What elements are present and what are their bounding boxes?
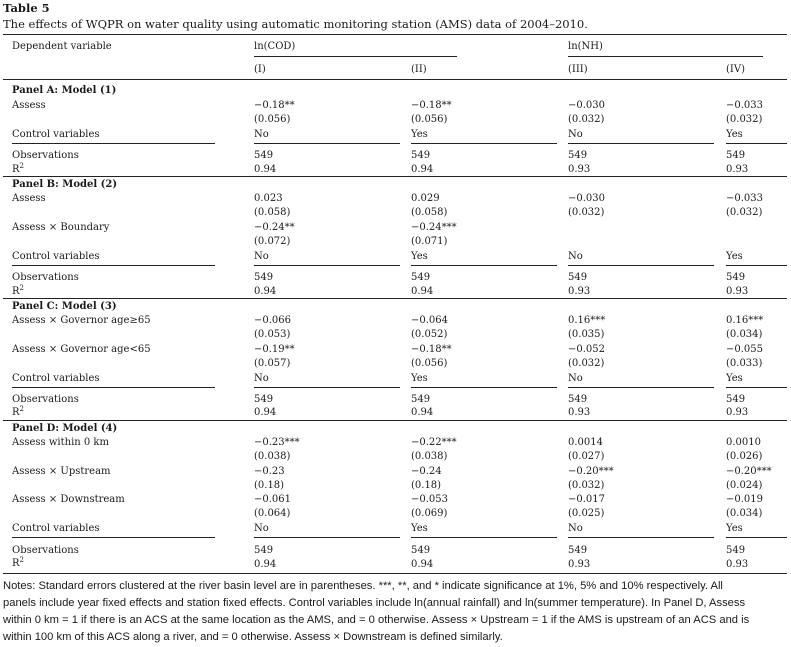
panel-d-within-coef: 0.0014 [568, 437, 603, 448]
panel-d-downstream-se: (0.025) [568, 508, 605, 519]
panel-c-gov-lt65-se: (0.057) [254, 358, 291, 369]
panel-a-obs-value: 549 [254, 150, 274, 161]
panel-d-downstream-coef: −0.019 [726, 494, 764, 505]
panel-c-r2-label: $R^2$ [12, 405, 24, 418]
header-bottom-rule [3, 79, 787, 80]
panel-b-boundary-se: (0.072) [254, 236, 291, 247]
panel-a-controls-value: No [568, 129, 583, 140]
panel-b-obs-label: Observations [12, 272, 79, 283]
panel-a-assess-se: (0.032) [726, 114, 763, 125]
panel-a-assess-coef: −0.18** [411, 100, 452, 111]
panel-d-rule [411, 537, 557, 538]
panel-d-title: Panel D: Model (4) [12, 423, 118, 434]
panel-b-assess-coef: 0.029 [411, 193, 440, 204]
panel-d-rule [12, 537, 215, 538]
panel-d-upstream-se: (0.18) [411, 480, 442, 491]
panel-d-controls-value: No [254, 523, 269, 534]
panel-c-gov-lt65-se: (0.056) [411, 358, 448, 369]
panel-a-assess-se: (0.056) [254, 114, 291, 125]
panel-c-rule [254, 387, 400, 388]
panel-d-r2-value: 0.93 [568, 559, 591, 570]
panel-b-obs-value: 549 [568, 272, 588, 283]
panel-a-assess-label: Assess [12, 100, 46, 111]
panel-a-rule [411, 143, 557, 144]
panel-a-controls-value: Yes [411, 129, 428, 140]
panel-d-upstream-coef: −0.20*** [568, 466, 614, 477]
panel-a-controls-value: Yes [726, 129, 743, 140]
panel-a-obs-label: Observations [12, 150, 79, 161]
panel-d-within-coef: −0.22*** [411, 437, 457, 448]
panel-b-rule [411, 265, 557, 266]
panel-c-gov-ge65-coef: 0.16*** [568, 315, 606, 326]
panel-b-boundary-label: Assess × Boundary [12, 222, 110, 233]
panel-c-gov-ge65-se: (0.034) [726, 329, 763, 340]
panel-d-downstream-coef: −0.017 [568, 494, 606, 505]
panel-d-obs-value: 549 [254, 545, 274, 556]
panel-c-controls-value: Yes [411, 373, 428, 384]
panel-b-boundary-se: (0.071) [411, 236, 448, 247]
note-line: Notes: Standard errors clustered at the river basin level are in parentheses. ***, **, and * indicate significance at 1%, 5% and 10% respectively. All [3, 580, 723, 592]
panel-a-assess-se: (0.056) [411, 114, 448, 125]
panel-a-controls-value: No [254, 129, 269, 140]
panel-d-obs-value: 549 [726, 545, 746, 556]
panel-a-obs-value: 549 [411, 150, 431, 161]
note-line: panels include year fixed effects and station fixed effects. Control variables include ln(annual rainfall) and ln(summer temperature). In Panel D, Assess [3, 597, 746, 609]
panel-a-r2-value: 0.93 [568, 164, 591, 175]
panel-b-r2-value: 0.93 [568, 286, 591, 297]
panel-c-obs-value: 549 [411, 394, 431, 405]
panel-b-controls-value: No [568, 251, 583, 262]
panel-b-bottom-rule [3, 298, 787, 299]
header-col-1: (I) [254, 64, 266, 75]
panel-d-upstream-se: (0.024) [726, 480, 763, 491]
panel-d-obs-value: 549 [411, 545, 431, 556]
panel-c-rule [411, 387, 557, 388]
panel-a-rule [254, 143, 400, 144]
panel-d-upstream-coef: −0.24 [411, 466, 442, 477]
panel-b-assess-se: (0.032) [726, 207, 763, 218]
header-col-4: (IV) [726, 64, 745, 75]
panel-d-downstream-coef: −0.061 [254, 494, 292, 505]
panel-b-controls-label: Control variables [12, 251, 100, 262]
panel-d-upstream-se: (0.18) [254, 480, 285, 491]
panel-c-gov-ge65-coef: −0.066 [254, 315, 292, 326]
panel-b-assess-label: Assess [12, 193, 46, 204]
header-group-nh: ln(NH) [568, 41, 603, 52]
panel-d-r2-value: 0.94 [411, 559, 434, 570]
panel-d-downstream-se: (0.064) [254, 508, 291, 519]
header-rule-nh [568, 56, 763, 57]
panel-d-within-coef: 0.0010 [726, 437, 761, 448]
panel-b-assess-se: (0.032) [568, 207, 605, 218]
panel-d-upstream-coef: −0.20*** [726, 466, 772, 477]
panel-d-r2-value: 0.93 [726, 559, 749, 570]
panel-b-obs-value: 549 [726, 272, 746, 283]
panel-b-boundary-coef: −0.24*** [411, 222, 457, 233]
header-group-cod: ln(COD) [254, 41, 296, 52]
panel-d-within-se: (0.038) [254, 451, 291, 462]
panel-c-r2-value: 0.94 [254, 407, 277, 418]
panel-b-r2-label: $R^2$ [12, 284, 24, 297]
panel-a-rule [568, 143, 714, 144]
bottom-rule [3, 573, 787, 574]
panel-b-r2-value: 0.93 [726, 286, 749, 297]
panel-c-rule [568, 387, 714, 388]
panel-d-downstream-label: Assess × Downstream [12, 494, 125, 505]
panel-c-title: Panel C: Model (3) [12, 301, 117, 312]
panel-c-obs-value: 549 [726, 394, 746, 405]
panel-c-gov-lt65-coef: −0.055 [726, 344, 764, 355]
panel-b-obs-value: 549 [411, 272, 431, 283]
panel-a-r2-value: 0.94 [254, 164, 277, 175]
panel-d-controls-value: Yes [411, 523, 428, 534]
table-caption: The effects of WQPR on water quality using automatic monitoring station (AMS) data of 2004–2010. [3, 17, 588, 31]
panel-c-gov-ge65-se: (0.052) [411, 329, 448, 340]
panel-c-gov-lt65-se: (0.033) [726, 358, 763, 369]
top-rule [3, 34, 787, 35]
panel-b-assess-se: (0.058) [254, 207, 291, 218]
panel-d-obs-label: Observations [12, 545, 79, 556]
panel-c-gov-lt65-coef: −0.18** [411, 344, 452, 355]
panel-b-assess-coef: −0.033 [726, 193, 764, 204]
panel-b-r2-value: 0.94 [254, 286, 277, 297]
panel-b-controls-value: No [254, 251, 269, 262]
panel-c-r2-value: 0.93 [568, 407, 591, 418]
panel-a-assess-coef: −0.033 [726, 100, 764, 111]
panel-b-rule [726, 265, 787, 266]
panel-c-gov-ge65-se: (0.035) [568, 329, 605, 340]
header-col-2: (II) [411, 64, 427, 75]
panel-d-downstream-coef: −0.053 [411, 494, 449, 505]
panel-b-r2-value: 0.94 [411, 286, 434, 297]
panel-d-upstream-se: (0.032) [568, 480, 605, 491]
table-label: Table 5 [3, 1, 50, 15]
panel-b-assess-se: (0.058) [411, 207, 448, 218]
panel-a-bottom-rule [3, 176, 787, 177]
panel-a-r2-value: 0.93 [726, 164, 749, 175]
panel-b-rule [12, 265, 215, 266]
panel-b-controls-value: Yes [411, 251, 428, 262]
panel-a-rule [726, 143, 787, 144]
panel-c-controls-value: Yes [726, 373, 743, 384]
panel-c-controls-value: No [568, 373, 583, 384]
panel-a-assess-coef: −0.030 [568, 100, 606, 111]
panel-a-obs-value: 549 [568, 150, 588, 161]
panel-c-controls-value: No [254, 373, 269, 384]
panel-c-gov-ge65-coef: −0.064 [411, 315, 449, 326]
panel-d-downstream-se: (0.069) [411, 508, 448, 519]
panel-c-obs-label: Observations [12, 394, 79, 405]
panel-d-r2-value: 0.94 [254, 559, 277, 570]
panel-c-gov-ge65-label: Assess × Governor age≥65 [12, 315, 151, 326]
panel-d-within-se: (0.038) [411, 451, 448, 462]
panel-c-gov-lt65-label: Assess × Governor age<65 [12, 344, 151, 355]
panel-d-r2-label: $R^2$ [12, 556, 24, 569]
note-line: within 100 km of this ACS along a river, and = 0 otherwise. Assess × Downstream is defined similarly. [3, 631, 503, 643]
panel-c-gov-lt65-coef: −0.052 [568, 344, 606, 355]
panel-b-assess-coef: −0.030 [568, 193, 606, 204]
panel-b-rule [254, 265, 400, 266]
panel-c-obs-value: 549 [568, 394, 588, 405]
panel-c-obs-value: 549 [254, 394, 274, 405]
panel-c-rule [726, 387, 787, 388]
panel-d-upstream-coef: −0.23 [254, 466, 285, 477]
header-rule-cod [254, 56, 457, 57]
panel-a-assess-se: (0.032) [568, 114, 605, 125]
panel-c-gov-lt65-coef: −0.19** [254, 344, 295, 355]
panel-b-controls-value: Yes [726, 251, 743, 262]
panel-c-bottom-rule [3, 420, 787, 421]
panel-d-within-label: Assess within 0 km [12, 437, 109, 448]
panel-a-r2-value: 0.94 [411, 164, 434, 175]
panel-d-within-se: (0.027) [568, 451, 605, 462]
panel-a-controls-label: Control variables [12, 129, 100, 140]
panel-b-boundary-coef: −0.24** [254, 222, 295, 233]
panel-b-obs-value: 549 [254, 272, 274, 283]
panel-d-upstream-label: Assess × Upstream [12, 466, 111, 477]
header-col-3: (III) [568, 64, 588, 75]
panel-d-rule [254, 537, 400, 538]
panel-d-within-coef: −0.23*** [254, 437, 300, 448]
panel-d-controls-value: Yes [726, 523, 743, 534]
panel-d-downstream-se: (0.034) [726, 508, 763, 519]
panel-c-r2-value: 0.93 [726, 407, 749, 418]
panel-b-rule [568, 265, 714, 266]
panel-a-title: Panel A: Model (1) [12, 85, 117, 96]
panel-a-obs-value: 549 [726, 150, 746, 161]
panel-a-r2-label: $R^2$ [12, 162, 24, 175]
panel-b-title: Panel B: Model (2) [12, 179, 118, 190]
panel-c-gov-ge65-se: (0.053) [254, 329, 291, 340]
panel-c-gov-ge65-coef: 0.16*** [726, 315, 764, 326]
panel-c-rule [12, 387, 215, 388]
panel-d-controls-label: Control variables [12, 523, 100, 534]
panel-d-rule [568, 537, 714, 538]
panel-c-r2-value: 0.94 [411, 407, 434, 418]
panel-a-rule [12, 143, 215, 144]
panel-c-gov-lt65-se: (0.032) [568, 358, 605, 369]
panel-d-rule [726, 537, 787, 538]
panel-c-controls-label: Control variables [12, 373, 100, 384]
table-notes [3, 578, 787, 646]
panel-d-within-se: (0.026) [726, 451, 763, 462]
panel-b-assess-coef: 0.023 [254, 193, 283, 204]
panel-d-obs-value: 549 [568, 545, 588, 556]
panel-a-assess-coef: −0.18** [254, 100, 295, 111]
panel-d-controls-value: No [568, 523, 583, 534]
header-dependent-variable: Dependent variable [12, 41, 112, 52]
note-line: within 0 km = 1 if there is an ACS at the same location as the AMS, and = 0 otherwise. Assess × Upstream = 1 if the AMS is upstream of an ACS and is [3, 614, 750, 626]
